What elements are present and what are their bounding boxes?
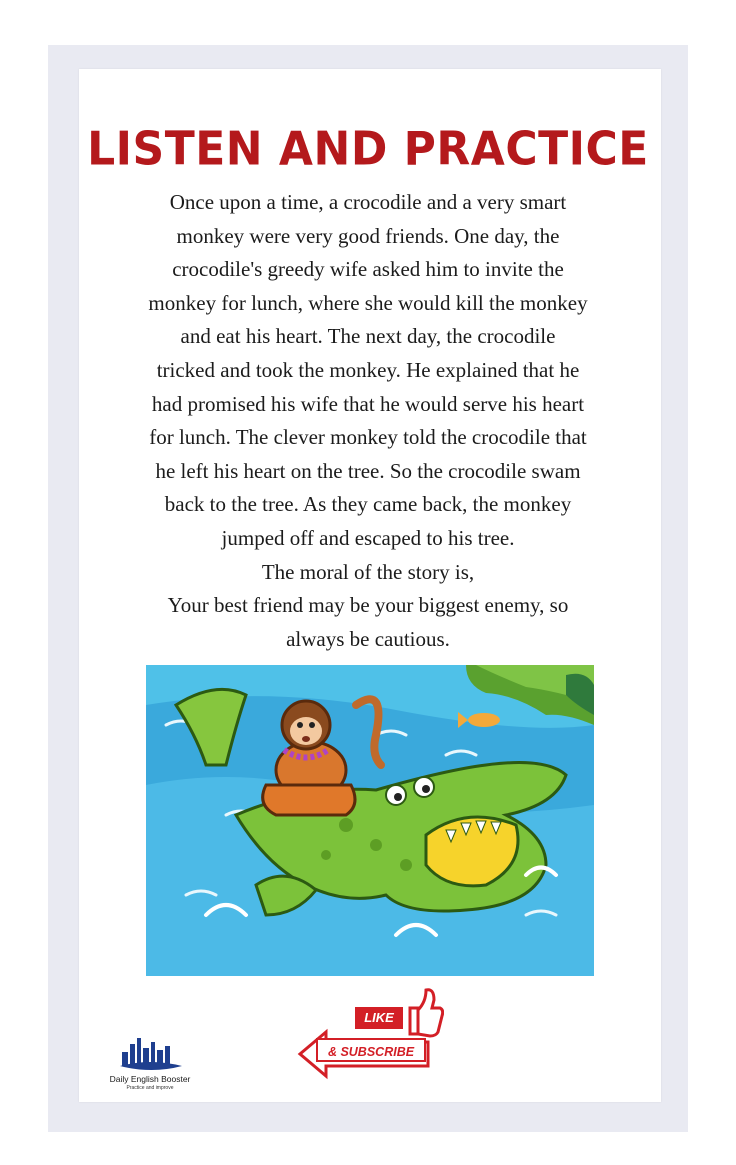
moral-line: always be cautious. xyxy=(286,626,450,651)
story-line: back to the tree. As they came back, the monkey xyxy=(164,492,572,517)
monkey-crocodile-illustration xyxy=(146,665,594,976)
thumbs-up-icon xyxy=(404,984,444,1040)
subscribe-button[interactable]: & SUBSCRIBE xyxy=(316,1038,426,1062)
story-line: Once upon a time, a crocodile and a very smart xyxy=(169,190,567,214)
like-button[interactable]: LIKE xyxy=(355,1007,403,1029)
logo-name: Daily English Booster xyxy=(109,1074,191,1084)
city-skyline-logo-icon xyxy=(92,1030,208,1072)
story-line: for lunch. The clever monkey told the crocodile that xyxy=(149,425,587,450)
logo-tagline: Practice and improve xyxy=(126,1085,174,1091)
story-line: jumped off and escaped to his tree. xyxy=(221,525,515,550)
moral-line: Your best friend may be your biggest enemy, so xyxy=(167,593,569,618)
story-line: crocodile's greedy wife asked him to invite the xyxy=(172,257,564,282)
brand-logo[interactable] xyxy=(92,1030,212,1100)
moral-intro: The moral of the story is, xyxy=(261,559,475,584)
story-line: and eat his heart. The next day, the crocodile xyxy=(180,324,556,349)
story-illustration xyxy=(146,665,594,976)
story-text xyxy=(110,186,626,656)
story-line: had promised his wife that he would serve his heart xyxy=(151,391,585,416)
story-line: monkey for lunch, where she would kill the monkey xyxy=(148,290,588,315)
story-line: monkey were very good friends. One day, the xyxy=(176,223,560,248)
story-line: tricked and took the monkey. He explained that he xyxy=(156,357,580,382)
page-title: LISTEN AND PRACTICE xyxy=(87,122,649,177)
story-line: he left his heart on the tree. So the crocodile swam xyxy=(155,458,581,483)
like-subscribe-badge[interactable] xyxy=(296,982,446,1082)
